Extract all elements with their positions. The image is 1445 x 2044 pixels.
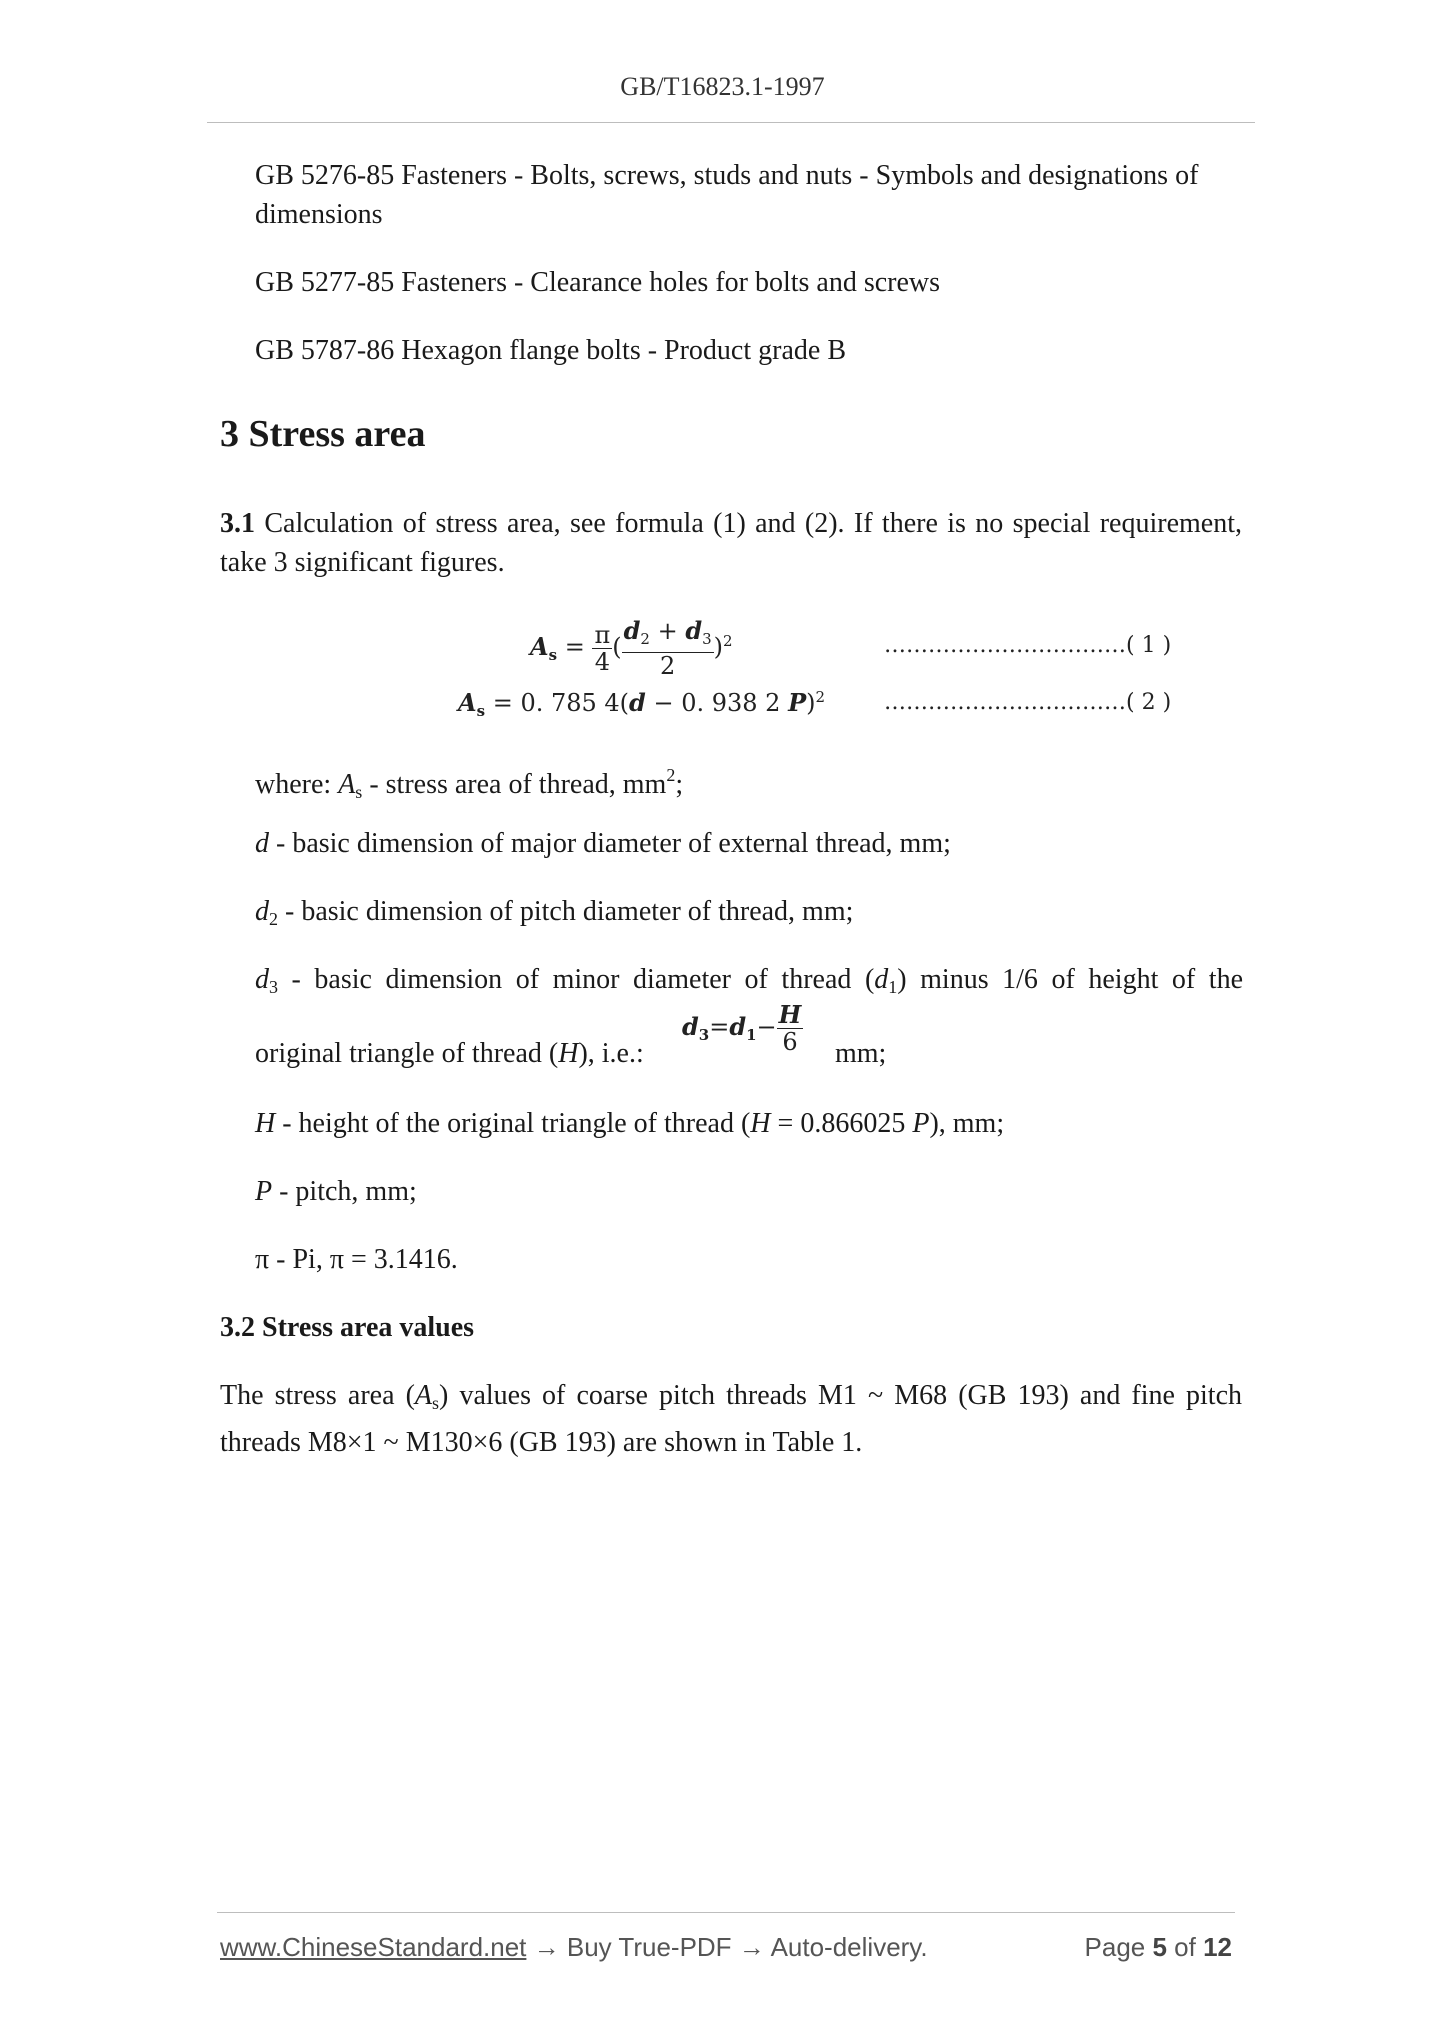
current-page: 5 [1152, 1932, 1167, 1962]
footer-tagline: → Buy True-PDF → Auto-delivery. [526, 1932, 928, 1962]
clause-3-2-text: The stress area $(A_s)$ values of coarse pitch threads M1 ~ M68 (GB 193) and fine pitch threads M8×1 ~ M130×6 (GB 193) are shown in Table 1. [220, 1380, 1242, 1458]
formula-1: $A_s$ = $\frac{\pi}{4}$ ( $\frac{d_2 + d_3}{2}$ )$^2$ [530, 616, 733, 680]
definition-d3-line2: original triangle of thread (H), i.e.: [255, 1038, 644, 1069]
total-pages: 12 [1203, 1932, 1232, 1962]
definition-d3-unit: mm; [835, 1038, 887, 1069]
definition-d: d - basic dimension of major diameter of external thread, mm; [255, 828, 951, 859]
definition-h: H - height of the original triangle of thread (H = 0.866025 P), mm; [255, 1108, 1005, 1139]
fraction-d2-plus-d3: $\frac{d_2 + d_3}{2}$ [623, 616, 712, 680]
definition-as: where: $A_s$ - stress area of thread, $mm^2$; [255, 765, 684, 802]
definition-d3-line1: $d_3$ - basic dimension of minor diameter of thread $(d_1)$ minus 1/6 of height of the [255, 964, 1243, 997]
section-heading: 3 Stress area [220, 413, 426, 455]
clause-3-2-heading: 3.2 Stress area values [220, 1312, 475, 1343]
reference-gb5787: GB 5787-86 Hexagon flange bolts - Product grade B [255, 335, 846, 366]
formula-2-label: ……………………………( 2 ) [884, 690, 1172, 715]
page-footer [220, 1932, 1232, 1963]
fraction-h-over-6: $\frac{H}{6}$ [778, 1000, 802, 1056]
definition-pi: π - Pi, π = 3.1416. [255, 1244, 458, 1275]
formula-2: $A_s = 0$. 785 4(d − 0. 938 2 P)$^2$ [458, 688, 826, 720]
page-indicator: Page 5 of 12 [1084, 1932, 1232, 1962]
formula-d3: $d_3=d_1-$ $\frac{H}{6}$ [682, 1000, 802, 1056]
clause-number: 3.1 [220, 508, 255, 539]
fraction-pi-over-4: $\frac{\pi}{4}$ [594, 621, 611, 676]
chinese-standard-link[interactable]: www.ChineseStandard.net [220, 1932, 527, 1962]
header-rule [207, 122, 1255, 123]
definition-p: P - pitch, mm; [255, 1176, 417, 1207]
running-header: GB/T16823.1-1997 [620, 72, 825, 101]
footer-rule [217, 1912, 1235, 1913]
reference-gb5276: GB 5276-85 Fasteners - Bolts, screws, studs and nuts - Symbols and designations of dimensions [255, 160, 1199, 230]
definition-d2: $d_2$ - basic dimension of pitch diameter of thread, mm; [255, 896, 854, 929]
clause-3-1 [220, 504, 1242, 582]
formula-1-label: ……………………………( 1 ) [884, 633, 1172, 658]
reference-gb5277: GB 5277-85 Fasteners - Clearance holes for bolts and screws [255, 267, 941, 298]
clause-text: Calculation of stress area, see formula (1) and (2). If there is no special requirement, take 3 significant figures. [220, 508, 1242, 578]
